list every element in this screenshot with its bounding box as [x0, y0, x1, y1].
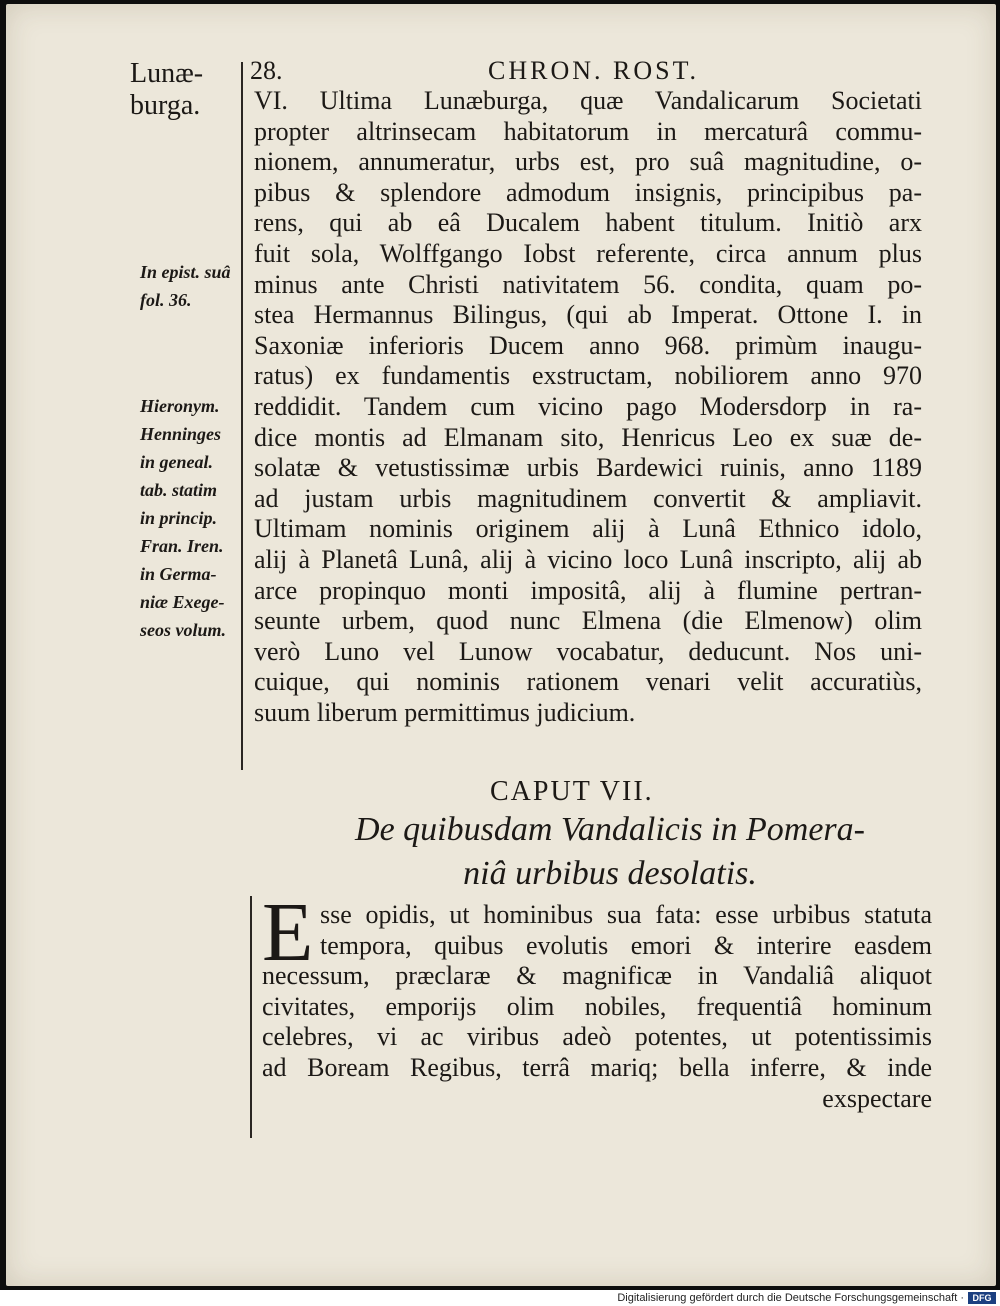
chapter-heading: CAPUT VII.: [490, 776, 654, 807]
margin-heading-line-1: Lunæ-: [130, 58, 204, 89]
text-line: arce propinquo monti impositâ, alij à flumine pertran-: [254, 575, 922, 605]
dfg-logo-icon: DFG: [968, 1292, 996, 1304]
margin-note-line: in princip.: [140, 508, 218, 528]
text-line: Ultimam nominis originem alij à Lunâ Ethnico idolo,: [254, 514, 922, 544]
margin-note-line: tab. statim: [140, 480, 218, 500]
text-line: fuit sola, Wolffgango Iobst referente, circa annum plus: [254, 238, 922, 268]
text-line: stea Hermannus Bilingus, (qui ab Imperat. Ottone I. in: [254, 300, 922, 330]
margin-note-line: in Germa-: [140, 564, 217, 584]
margin-note-line: fol. 36.: [140, 290, 192, 310]
text-line: alij à Planetâ Lunâ, alij à vicino loco Lunâ inscripto, alij ab: [254, 544, 922, 574]
margin-heading-line-2: burga.: [130, 90, 201, 121]
text-line: Saxoniæ inferioris Ducem anno 968. primùm inaugu-: [254, 330, 922, 360]
text-line: pibus & splendore admodum insignis, principibus pa-: [254, 177, 922, 207]
margin-note-line: Hieronym.: [140, 396, 220, 416]
page-number: 28.: [250, 56, 283, 85]
margin-note-2: [140, 392, 226, 644]
margin-note-line: seos volum.: [140, 620, 227, 640]
text-line: VI. Ultima Lunæburga, quæ Vandalicarum Societati: [254, 86, 922, 115]
text-line: ad Boream Regibus, terrâ mariq; bella inferre, & inde: [262, 1052, 932, 1082]
text-line: necessum, præclaræ & magnificæ in Vandaliâ aliquot: [262, 961, 932, 991]
margin-rule: [241, 62, 243, 770]
text-line: tempora, quibus evolutis emori & interire easdem: [320, 930, 932, 960]
text-line: ad justam urbis magnitudinem convertit & ampliavit.: [254, 483, 922, 513]
footer-bar: [0, 1290, 1000, 1306]
margin-note-line: Henninges: [140, 424, 222, 444]
text-line: civitates, emporijs olim nobiles, frequentiâ hominum: [262, 991, 932, 1021]
text-line: cuique, qui nominis rationem venari velit accuratiùs,: [254, 667, 922, 697]
text-line: solatæ & vetustissimæ urbis Bardewici ruinis, anno 1189: [254, 453, 922, 483]
text-line: rens, qui ab eâ Ducalem habent titulum. Initiò arx: [254, 208, 922, 238]
body-paragraph-1: [254, 86, 922, 728]
margin-note-line: Fran. Iren.: [140, 536, 224, 556]
margin-note-line: in geneal.: [140, 452, 214, 472]
text-line: dice montis ad Elmanam sito, Henricus Leo ex suæ de-: [254, 422, 922, 452]
margin-note-line: In epist. suâ: [140, 262, 231, 282]
chapter-subtitle-line-2: niâ urbibus desolatis.: [463, 855, 757, 892]
margin-note-1: [140, 258, 231, 314]
funding-notice: Digitalisierung gefördert durch die Deutsche Forschungsgemeinschaft ·: [617, 1292, 964, 1304]
text-line: seunte urbem, quod nunc Elmena (die Elmenow) olim: [254, 606, 922, 636]
running-title: CHRON. ROST.: [488, 56, 700, 85]
margin-heading: [130, 58, 203, 122]
margin-note-line: niæ Exege-: [140, 592, 225, 612]
drop-cap: E: [262, 886, 314, 979]
text-line: verò Luno vel Lunow vocabatur, deducunt. Nos uni-: [254, 636, 922, 666]
text-line: nionem, annumeratur, urbs est, pro suâ magnitudine, o-: [254, 147, 922, 177]
catchword: exspectare: [822, 1083, 932, 1113]
text-line: sse opidis, ut hominibus sua fata: esse urbibus statuta: [320, 900, 932, 929]
text-line: suum liberum permittimus judicium.: [254, 697, 636, 727]
margin-rule-lower: [250, 896, 252, 1138]
text-line: propter altrinsecam habitatorum in mercaturâ commu-: [254, 116, 922, 146]
text-line: minus ante Christi nativitatem 56. condita, quam po-: [254, 269, 922, 299]
text-line: celebres, vi ac viribus adeò potentes, ut potentissimis: [262, 1022, 932, 1052]
text-line: reddidit. Tandem cum vicino pago Modersdorp in ra-: [254, 391, 922, 421]
body-paragraph-2: [262, 900, 932, 1114]
chapter-subtitle-line-1: De quibusdam Vandalicis in Pomera-: [355, 811, 865, 848]
chapter-subtitle: [290, 808, 930, 896]
text-line: ratus) ex fundamentis exstructam, nobiliorem anno 970: [254, 361, 922, 391]
